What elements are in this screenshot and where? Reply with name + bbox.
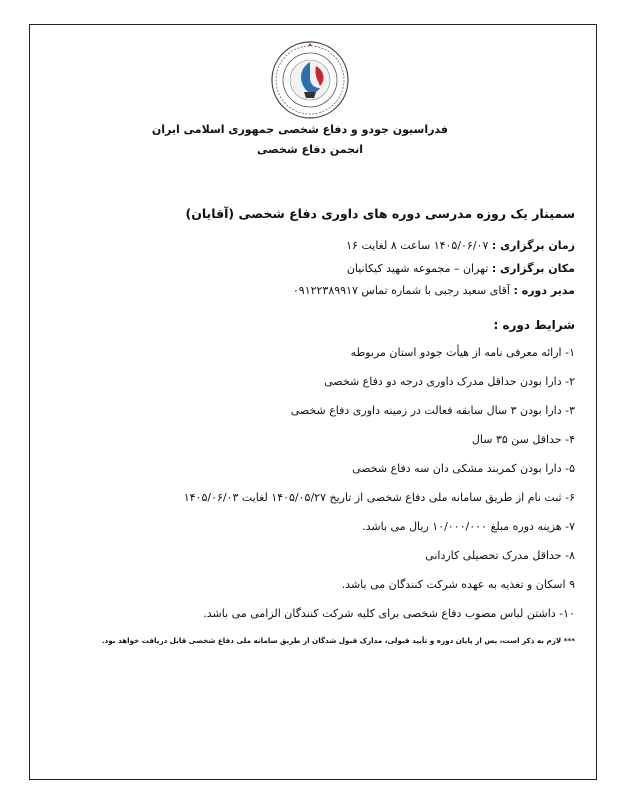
condition-item: ۷- هزینه دوره مبلغ ۱۰/۰۰۰/۰۰۰ ریال می باشد. <box>362 520 575 533</box>
footer-note: *** لازم به ذکر است، پس از پایان دوره و تأیید قبولی، مدارک قبول شدگان از طریق سامانه ملی دفاع شخصی قابل دریافت خواهد بود. <box>101 636 575 645</box>
condition-item: ۳- دارا بودن ۳ سال سابقه فعالت در زمینه داوری دفاع شخصی <box>290 404 575 417</box>
manager-value: آقای سعید رجبی با شماره تماس ۰۹۱۲۲۳۸۹۹۱۷ <box>292 284 510 297</box>
condition-item: ۱- ارائه معرفی نامه از هیأت جودو استان مربوطه <box>350 346 575 359</box>
place-label: مکان برگزاری : <box>491 262 575 275</box>
page-frame <box>29 24 597 780</box>
seminar-title: سمینار یک روزه مدرسی دوره های داوری دفاع شخصی (آقایان) <box>185 206 575 221</box>
condition-item: ۱۰- داشتن لباس مصوب دفاع شخصی برای کلیه شرکت کنندگان الزامی می باشد. <box>203 607 575 620</box>
condition-item: ۴- حداقل سن ۳۵ سال <box>471 433 575 446</box>
info-place <box>347 262 575 275</box>
place-value: تهران – مجموعه شهید کیکانیان <box>346 262 489 275</box>
association-name: انجمن دفاع شخصی <box>257 143 363 156</box>
time-label: زمان برگزاری : <box>491 239 575 252</box>
condition-item: ۸- حداقل مدرک تحصیلی کاردانی <box>425 549 575 562</box>
condition-item: ۹ اسکان و تغذیه به عهده شرکت کنندگان می باشد. <box>341 578 575 591</box>
emblem-base <box>304 92 316 98</box>
federation-name: فدراسیون جودو و دفاع شخصی جمهوری اسلامی ایران <box>151 123 448 136</box>
conditions-heading: شرایط دوره : <box>493 318 575 332</box>
federation-emblem-icon <box>270 40 350 120</box>
info-time <box>346 239 575 252</box>
manager-label: مدیر دوره : <box>513 284 575 297</box>
info-manager <box>293 284 575 297</box>
condition-item: ۶- ثبت نام از طریق سامانه ملی دفاع شخصی از تاریخ ۱۴۰۵/۰۵/۲۷ لغایت ۱۴۰۵/۰۶/۰۳ <box>183 491 575 504</box>
condition-item: ۲- دارا بودن حداقل مدرک داوری درجه دو دفاع شخصی <box>324 375 575 388</box>
condition-item: ۵- دارا بودن کمربند مشکی دان سه دفاع شخصی <box>352 462 575 475</box>
time-value: ۱۴۰۵/۰۶/۰۷ ساعت ۸ لغایت ۱۶ <box>346 239 489 252</box>
